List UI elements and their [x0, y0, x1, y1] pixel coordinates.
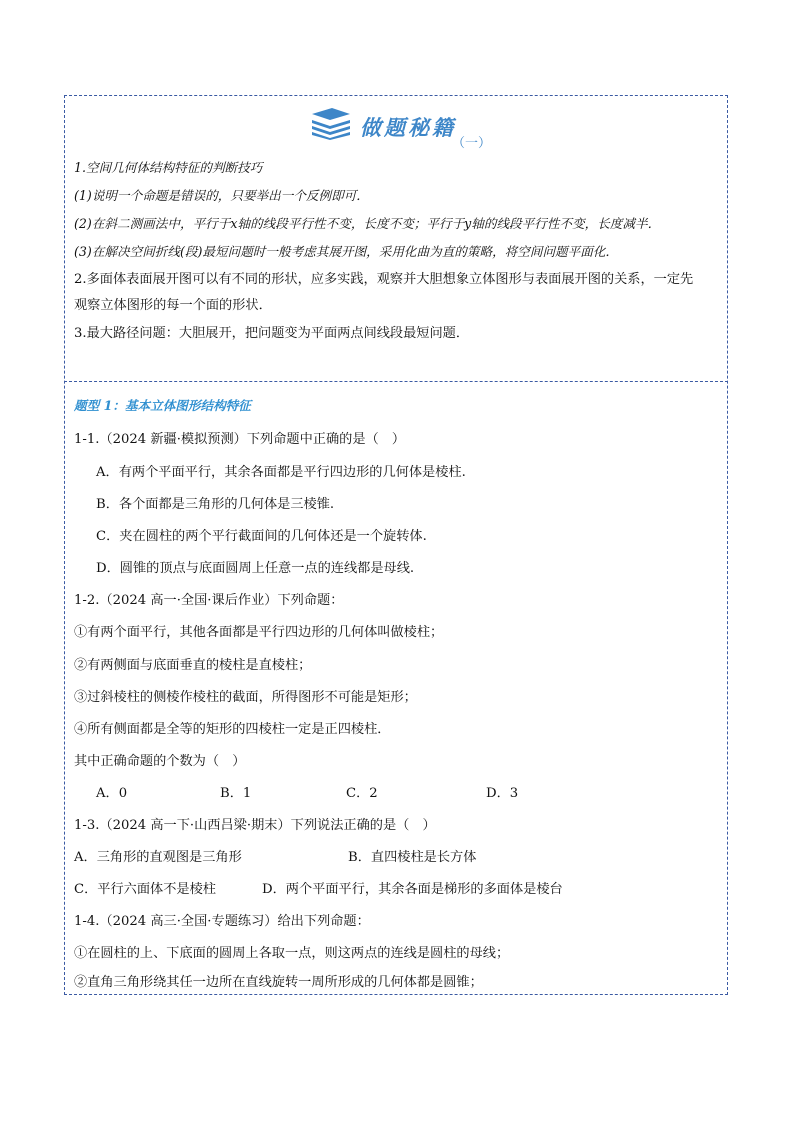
question-stem: 1-1.（2024 新疆·模拟预测）下列命题中正确的是（ ）: [74, 432, 406, 447]
question-stem: 1-4.（2024 高三·全国·专题练习）给出下列命题：: [74, 914, 370, 929]
option: A．有两个平面平行，其余各面都是平行四边形的几何体是棱柱.: [96, 465, 466, 480]
tip-line: 观察立体图形的每一个面的形状．: [74, 298, 272, 313]
option: B．1: [220, 786, 252, 801]
banner: [310, 106, 510, 152]
proposition: ②直角三角形绕其任一边所在直线旋转一周所形成的几何体都是圆锥；: [74, 975, 483, 990]
book-stack-icon: [310, 106, 352, 144]
section-heading: 题型 1：基本立体图形结构特征: [74, 398, 251, 413]
option: C．夹在圆柱的两个平行截面间的几何体还是一个旋转体.: [96, 529, 427, 544]
option: A．0: [96, 786, 128, 801]
tip-line: (2)在斜二测画法中，平行于x轴的线段平行性不变，长度不变；平行于y轴的线段平行性不变，长度减半．: [74, 216, 661, 231]
proposition: ④所有侧面都是全等的矩形的四棱柱一定是正四棱柱．: [74, 722, 391, 737]
question-ask: 其中正确命题的个数为（ ）: [74, 754, 246, 769]
proposition: ①有两个面平行，其他各面都是平行四边形的几何体叫做棱柱；: [74, 625, 444, 640]
banner-subtitle: （一）: [452, 136, 492, 151]
section-divider: [64, 381, 728, 382]
question-stem: 1-2.（2024 高一·全国·课后作业）下列命题：: [74, 593, 344, 608]
tip-line: (1)说明一个命题是错误的，只要举出一个反例即可．: [74, 188, 369, 203]
proposition: ②有两侧面与底面垂直的棱柱是直棱柱；: [74, 658, 312, 673]
banner-title: 做题秘籍: [360, 115, 456, 140]
option: C．2: [346, 786, 378, 801]
option: B．直四棱柱是长方体: [348, 850, 477, 865]
tip-line: 3.最大路径问题：大胆展开，把问题变为平面两点间线段最短问题．: [74, 326, 470, 341]
proposition: ①在圆柱的上、下底面的圆周上各取一点，则这两点的连线是圆柱的母线；: [74, 946, 510, 961]
tip-heading: 1.空间几何体结构特征的判断技巧: [74, 160, 263, 175]
option: D．3: [486, 786, 519, 801]
option: B．各个面都是三角形的几何体是三棱锥.: [96, 497, 335, 512]
tip-line: 2.多面体表面展开图可以有不同的形状，应多实践，观察并大胆想象立体图形与表面展开图的关系，一定先: [74, 272, 694, 287]
option: A．三角形的直观图是三角形: [74, 850, 242, 865]
tip-line: (3)在解决空间折线(段)最短问题时一般考虑其展开图，采用化曲为直的策略，将空间问题平面化．: [74, 244, 619, 259]
option: D．圆锥的顶点与底面圆周上任意一点的连线都是母线.: [96, 561, 415, 576]
proposition: ③过斜棱柱的侧棱作棱柱的截面，所得图形不可能是矩形；: [74, 690, 417, 705]
question-stem: 1-3.（2024 高一下·山西吕梁·期末）下列说法正确的是（ ）: [74, 818, 436, 833]
option: D．两个平面平行，其余各面是梯形的多面体是棱台: [262, 882, 563, 897]
option: C．平行六面体不是棱柱: [74, 882, 216, 897]
